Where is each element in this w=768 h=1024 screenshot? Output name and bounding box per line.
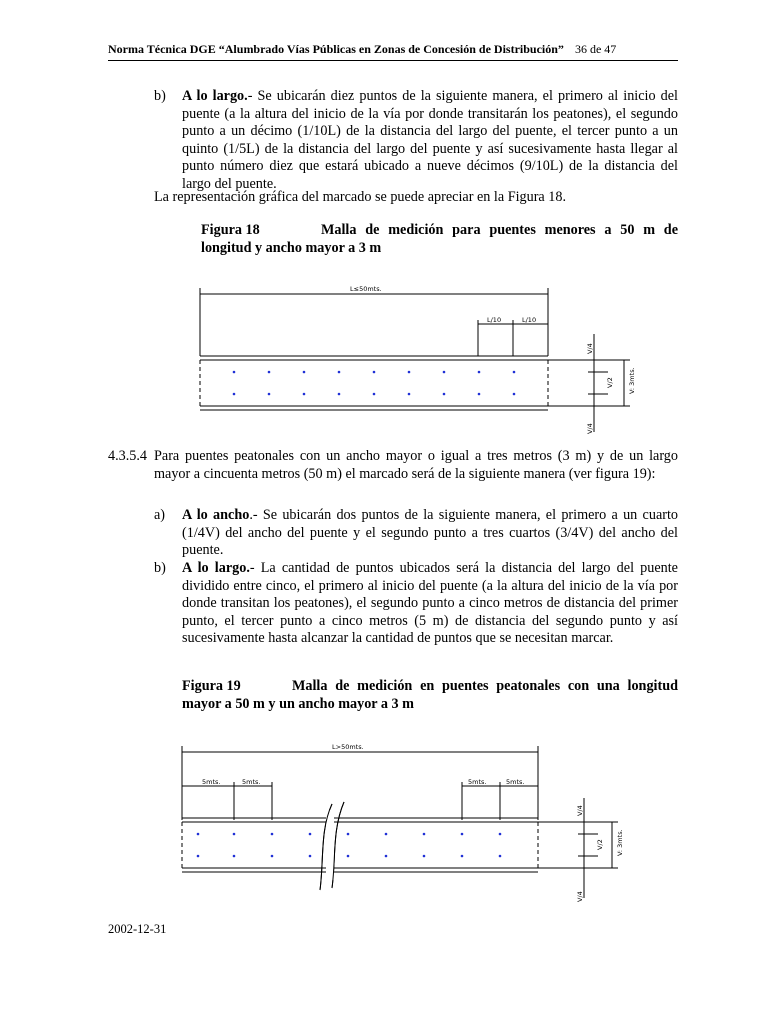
list-item-along xyxy=(182,88,678,194)
paragraph-reference: La representación gráfica del marcado se puede apreciar en la Figura 18. xyxy=(154,189,567,205)
measurement-point xyxy=(338,393,341,396)
measurement-point xyxy=(347,833,350,836)
dim-segment-label: 5mts. xyxy=(242,778,261,786)
list-marker: b) xyxy=(154,560,166,576)
measurement-point xyxy=(373,371,376,374)
measurement-points xyxy=(197,833,502,858)
item-heading: A lo largo. xyxy=(182,560,250,576)
measurement-point xyxy=(385,855,388,858)
figure-number: Figura 18 xyxy=(201,222,260,238)
dim-width-label: V: 3mts. xyxy=(628,367,636,394)
figure-title: Malla de medición en puentes peatonales con una longitud mayor a 50 m y un ancho mayor a 3 m xyxy=(182,678,678,712)
dim-length-label: L≤50mts. xyxy=(350,285,382,293)
list-item-along xyxy=(182,560,678,648)
measurement-point xyxy=(197,855,200,858)
measurement-point xyxy=(423,833,426,836)
measurement-point xyxy=(233,371,236,374)
measurement-point xyxy=(233,393,236,396)
item-text: - La cantidad de puntos ubicados será la distancia del largo del puente dividido entre cinco, el primero al inicio del puente (a la altura del inicio de la vía por donde transitan los peatones), el segundo punto a cinco metros de distancia del primer punto, el tercer punto a cinco metros (5 m) de distancia del segundo punto y así sucesivamente hasta alcanzar la cantidad de puntos que se necesitan marcar. xyxy=(182,560,678,647)
dim-quarter-label: V/4 xyxy=(576,891,584,902)
page-header xyxy=(108,42,676,57)
figure-18-diagram xyxy=(190,282,650,442)
measurement-point xyxy=(478,393,481,396)
figure-number: Figura 19 xyxy=(182,678,241,694)
measurement-point xyxy=(233,833,236,836)
page-number: 36 de 47 xyxy=(574,42,617,56)
measurement-point xyxy=(443,393,446,396)
dim-width-label: V: 3mts. xyxy=(616,829,624,856)
measurement-point xyxy=(408,393,411,396)
measurement-points xyxy=(233,371,516,396)
measurement-point xyxy=(233,855,236,858)
dim-half-label: V/2 xyxy=(606,377,614,388)
dim-length-label: L>50mts. xyxy=(332,743,364,751)
dim-half-label: V/2 xyxy=(596,839,604,850)
measurement-point xyxy=(408,371,411,374)
figure-19-diagram xyxy=(172,740,642,912)
section-intro: Para puentes peatonales con un ancho mayor o igual a tres metros (3 m) y de un largo mayor a cincuenta metros (50 m) el marcado será de la siguiente manera (ver figura 19): xyxy=(154,448,678,482)
item-text: .- Se ubicarán dos puntos de la siguiente manera, el primero a un cuarto (1/4V) del ancho del puente y el segundo punto a tres cuartos (3/4V) del ancho del puente. xyxy=(182,507,679,559)
dim-quarter-label: V/4 xyxy=(586,343,594,354)
measurement-point xyxy=(309,855,312,858)
list-item-across xyxy=(182,507,678,560)
header-rule xyxy=(108,60,678,61)
measurement-point xyxy=(268,393,271,396)
measurement-point xyxy=(271,855,274,858)
dim-segment-label: 5mts. xyxy=(506,778,525,786)
dim-segment-label: 5mts. xyxy=(202,778,221,786)
item-text: - Se ubicarán diez puntos de la siguiente manera, el primero al inicio del puente (a la altura del inicio de la vía por donde transitarán los peatones), el segundo punto a un décimo (1/10L) de la distancia del largo del puente, el tercer punto a un quinto (1/5L) de la distancia del largo del puente y así sucesivamente hasta llegar al punto número diez que estará ubicado a nueve décimos (9/10L) de la distancia del largo del puente. xyxy=(182,88,678,192)
measurement-point xyxy=(478,371,481,374)
list-marker: b) xyxy=(154,88,166,104)
measurement-point xyxy=(423,855,426,858)
dim-segment-label: 5mts. xyxy=(468,778,487,786)
measurement-point xyxy=(499,855,502,858)
measurement-point xyxy=(513,393,516,396)
measurement-point xyxy=(303,393,306,396)
measurement-point xyxy=(303,371,306,374)
measurement-point xyxy=(197,833,200,836)
measurement-point xyxy=(309,833,312,836)
measurement-point xyxy=(461,833,464,836)
dim-quarter-label: V/4 xyxy=(576,805,584,816)
dim-tenth-label: L/10 xyxy=(487,316,502,324)
figure-18-caption xyxy=(201,222,678,257)
measurement-point xyxy=(338,371,341,374)
measurement-point xyxy=(268,371,271,374)
measurement-point xyxy=(373,393,376,396)
dim-tenth-label: L/10 xyxy=(522,316,537,324)
list-marker: a) xyxy=(154,507,166,523)
figure-19-caption xyxy=(182,678,678,713)
figure-title: Malla de medición para puentes menores a 50 m de longitud y ancho mayor a 3 m xyxy=(201,222,678,256)
measurement-point xyxy=(347,855,350,858)
item-heading: A lo largo. xyxy=(182,88,248,104)
item-heading: A lo ancho xyxy=(182,507,250,523)
measurement-point xyxy=(385,833,388,836)
footer-date: 2002-12-31 xyxy=(108,922,167,936)
document-title: Norma Técnica DGE “Alumbrado Vías Públicas en Zonas de Concesión de Distribución” xyxy=(108,42,564,56)
section-number: 4.3.5.4 xyxy=(108,448,148,464)
measurement-point xyxy=(271,833,274,836)
measurement-point xyxy=(461,855,464,858)
dim-quarter-label: V/4 xyxy=(586,423,594,434)
measurement-point xyxy=(499,833,502,836)
measurement-point xyxy=(443,371,446,374)
measurement-point xyxy=(513,371,516,374)
